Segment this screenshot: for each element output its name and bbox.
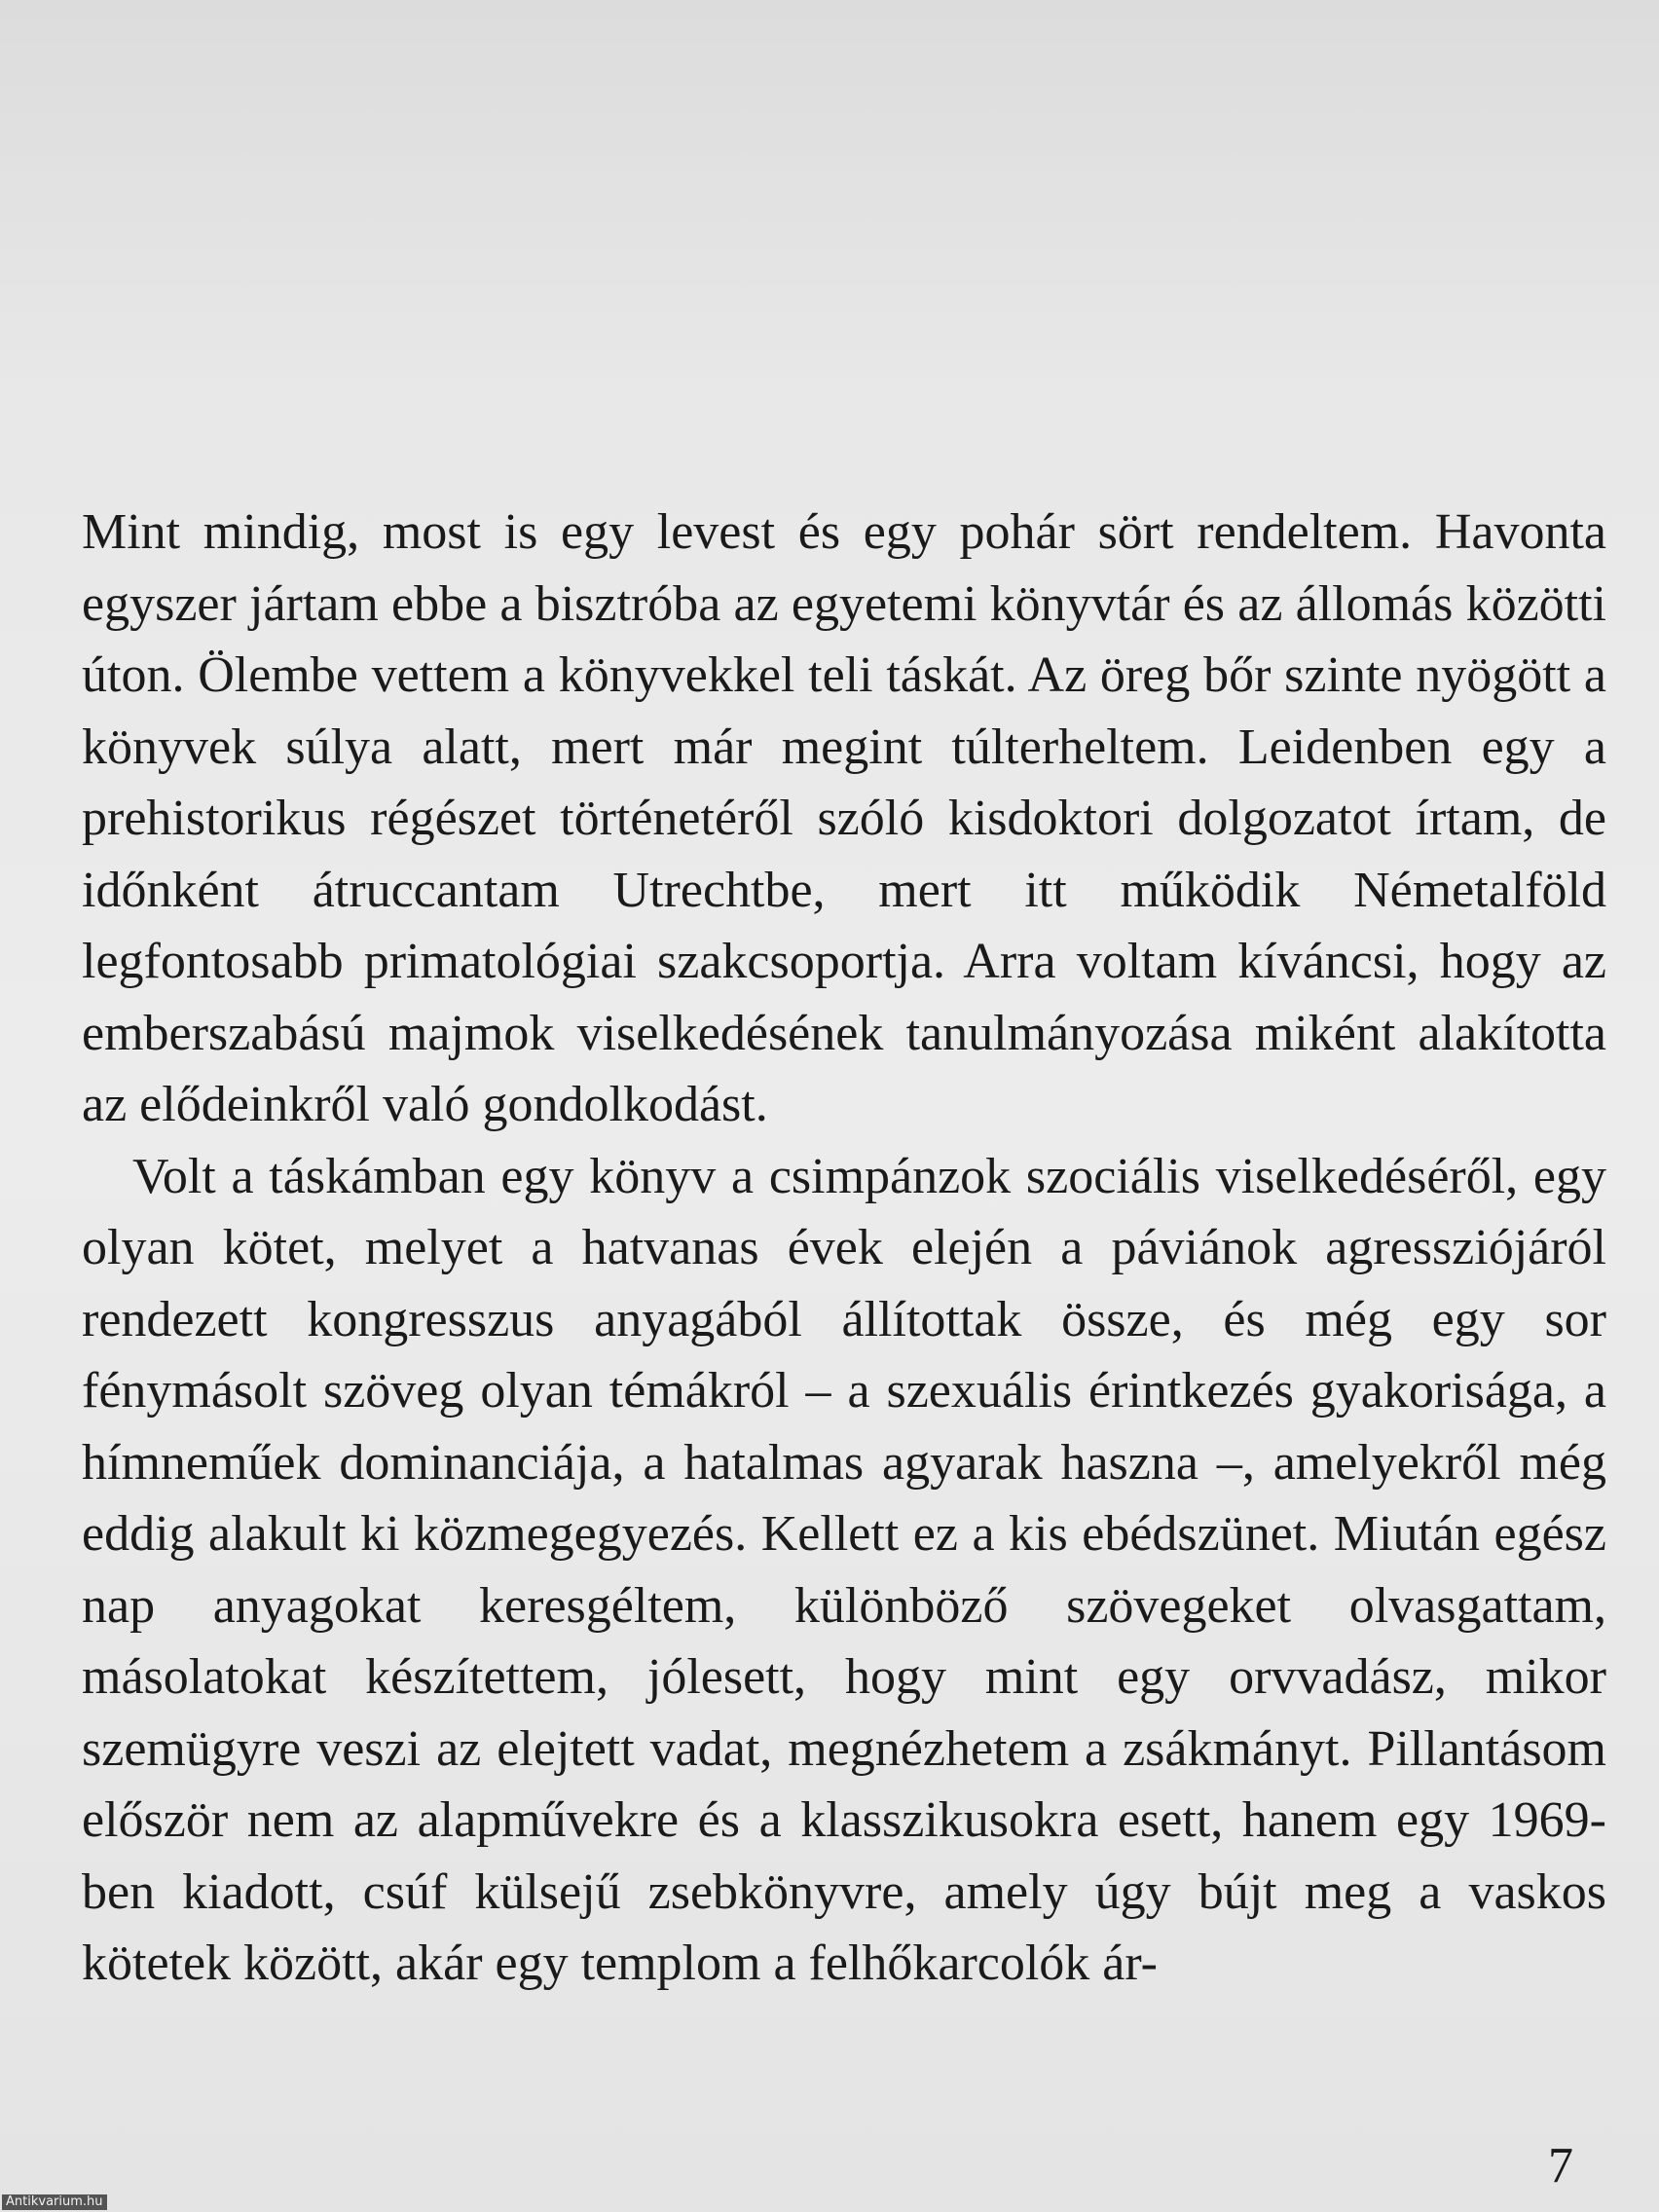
paragraph-1: Mint mindig, most is egy levest és egy pohár sört rendeltem. Havonta egyszer jártam ebbe a bisztróba az egyetemi könyvtár és az állomás közötti úton. Ölembe vettem a könyvekkel teli táskát. Az öreg bőr szinte nyögött a könyvek súlya alatt, mert már megint túlterheltem. Leidenben egy a prehistorikus régészet történetéről szóló kisdoktori dolgozatot írtam, de időnként átruccantam Utrechtbe, mert itt működik Németalföld legfontosabb primatológiai szakcsoportja. Arra voltam kíváncsi, hogy az emberszabású majmok viselkedésének tanulmányozása miként alakította az elődeinkről való gondolkodást. bbox=[82, 504, 1606, 1132]
bleed-through-shadow bbox=[39, 0, 1626, 477]
page-number: 7 bbox=[1548, 2138, 1573, 2194]
page-body bbox=[82, 497, 1606, 2000]
paragraph-2: Volt a táskámban egy könyv a csimpánzok szociális viselkedéséről, egy olyan kötet, melyet a hatvanas évek elején a páviánok agressziójáról rendezett kongresszus anyagából állítottak össze, és még egy sor fénymásolt szöveg olyan témákról – a szexuális érintkezés gyakorisága, a hímneműek dominanciája, a hatalmas agyarak haszna –, amelyekről még eddig alakult ki közmegegyezés. Kellett ez a kis ebédszünet. Miután egész nap anyagokat keresgéltem, különböző szövegeket olvasgattam, másolatokat készítettem, jólesett, hogy mint egy orvvadász, mikor szemügyre veszi az elejtett vadat, megnézhetem a zsákmányt. Pillantásom először nem az alapművekre és a klasszikusokra esett, hanem egy 1969-ben kiadott, csúf külsejű zsebkönyvre, amely úgy bújt meg a vaskos kötetek között, akár egy templom a felhőkarcolók ár- bbox=[82, 1148, 1606, 1991]
watermark-logo: Antikvarium.hu bbox=[2, 2194, 107, 2210]
